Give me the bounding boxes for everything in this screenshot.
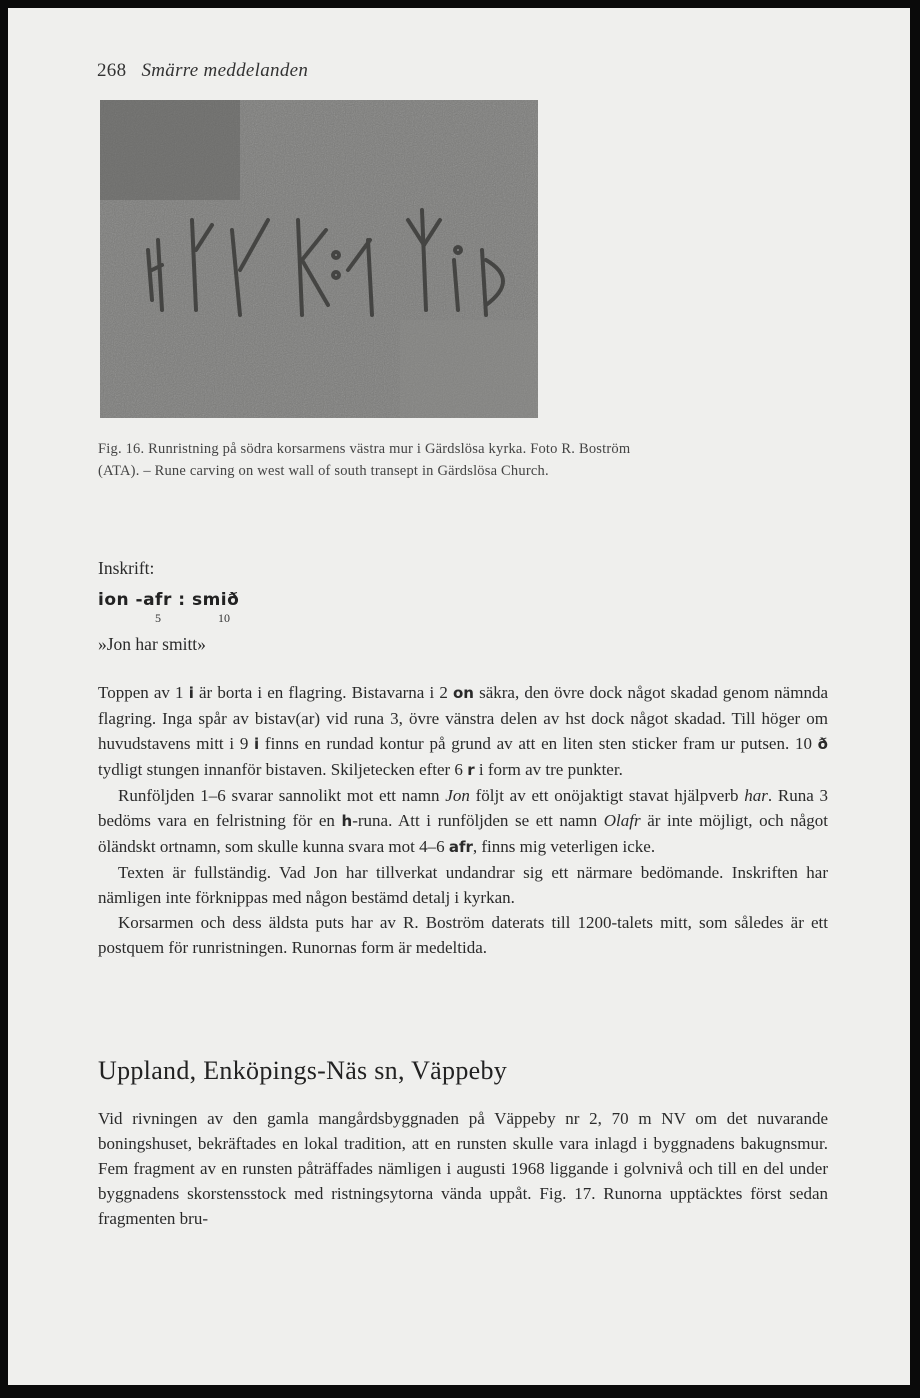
text: säkra, den övre dock något skadad genom nämnda flagring. Inga spår av bistav(ar) vid runa 3, övre vänstra delen av hst dock något skadad. Till höger om huvudstavens mitt i 9 (98, 683, 829, 753)
text: tydligt stungen innanför bistaven. Skiljetecken efter 6 (98, 760, 468, 779)
italic-word: har (744, 786, 768, 805)
commentary (98, 680, 828, 960)
text: i form av tre punkter. (474, 760, 623, 779)
text: är inte möjligt, och något öländskt ortnamn, som skulle kunna svara mot 4–6 (98, 811, 828, 856)
text: -runa. Att i runföljden se ett namn (352, 811, 604, 830)
text: följt av ett onöjaktigt stavat hjälpverb (469, 786, 745, 805)
inscription-transliteration: ion -afr : smið (98, 590, 240, 610)
rune-ref: on (452, 684, 474, 702)
caption-line-2: (ATA). – Rune carving on west wall of south transept in Gärdslösa Church. (98, 463, 549, 479)
paragraph-2 (98, 783, 828, 860)
rune-ref: afr (448, 838, 473, 856)
running-title: Smärre meddelanden (141, 60, 309, 81)
paragraph-1 (98, 680, 828, 783)
text: , finns mig veterligen icke. (472, 837, 656, 856)
rune-carving-photo (100, 100, 538, 418)
rune-number-5: 5 (155, 611, 161, 625)
italic-name: Jon (445, 786, 470, 805)
section-heading: Uppland, Enköpings-Näs sn, Väppeby (98, 1056, 508, 1085)
rune-ref: ð (817, 735, 828, 753)
text: Toppen av 1 (98, 683, 189, 702)
page-number: 268 (97, 60, 127, 81)
rune-ref: r (467, 761, 475, 779)
section-paragraph: Vid rivningen av den gamla mangårdsbyggnaden på Väppeby nr 2, 70 m NV om det nuvarande boningshuset, bekräftades en lokal tradition, att en runsten skulle vara inlagd i byggnadens bakugnsmur. Fem fragment av en runsten påträffades nämligen i augusti 1968 liggande i golvnivå och till en del under byggnadens skorstensstock med ristningsytorna vända uppåt. Fig. 17. Runorna upptäcktes först sedan fragmenten bru- (98, 1109, 828, 1228)
rune-carving-illustration (100, 100, 538, 418)
text: är borta i en flagring. Bistavarna i 2 (193, 683, 453, 702)
caption-line-1: Fig. 16. Runristning på södra korsarmens västra mur i Gärdslösa kyrka. Foto R. Boström (98, 441, 631, 457)
figure-caption (98, 438, 828, 482)
text: finns en rundad kontur på grund av att en liten sten sticker fram ur putsen. 10 (259, 734, 818, 753)
paragraph-3: Texten är fullständig. Vad Jon har tillverkat undandrar sig ett närmare bedömande. Inskriften har nämligen inte förknippas med någon bestämd detalj i kyrkan. (98, 863, 828, 907)
running-head (97, 60, 308, 82)
inscription-translation: »Jon har smitt» (98, 634, 206, 654)
italic-name: Olafr (603, 811, 641, 830)
inscription-label: Inskrift: (98, 558, 155, 578)
rune-ref: h (341, 812, 353, 830)
text: . Runa 3 bedöms vara en felristning för en (98, 786, 828, 830)
paragraph-4: Korsarmen och dess äldsta puts har av R. Boström daterats till 1200-talets mitt, som således är ett postquem för runristningen. Runornas form är medeltida. (98, 913, 828, 957)
rune-ref: i (254, 735, 260, 753)
text: Runföljden 1–6 svarar sannolikt mot ett namn (118, 786, 446, 805)
page (8, 8, 910, 1385)
rune-number-10: 10 (218, 611, 230, 625)
section-body (98, 1106, 828, 1231)
rune-ref: i (188, 684, 194, 702)
